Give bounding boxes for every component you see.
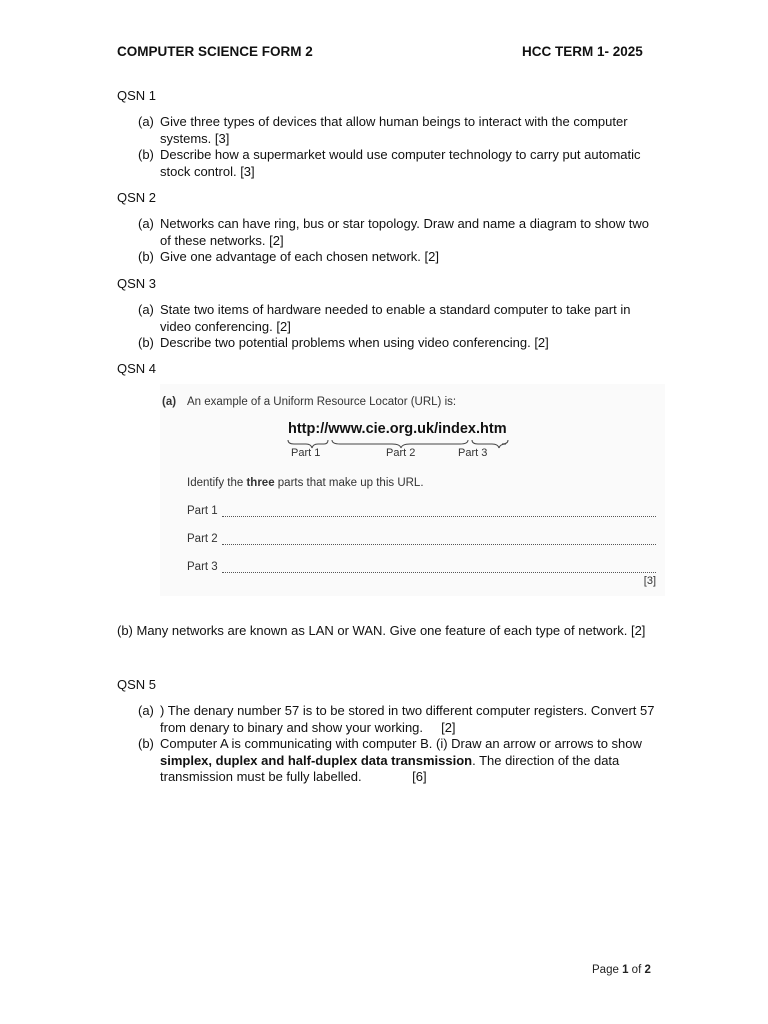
- figure-item-label: (a): [162, 396, 177, 408]
- item-label: (b): [138, 335, 154, 350]
- item-text: Describe how a supermarket would use computer technology to carry put automatic stock control. [3]: [160, 147, 641, 179]
- figure-intro: An example of a Uniform Resource Locator (URL) is:: [187, 396, 457, 408]
- figure-marks: [3]: [643, 575, 656, 587]
- question-3b: [138, 335, 658, 352]
- question-5a: [138, 703, 658, 736]
- question-4-title: QSN 4: [117, 361, 157, 376]
- item-text: Give one advantage of each chosen network. [2]: [160, 249, 439, 264]
- question-5-title: QSN 5: [117, 677, 157, 692]
- answer-line-3: [222, 572, 656, 573]
- item-label: (a): [138, 703, 154, 718]
- item-text: Computer A is communicating with computer B. (i) Draw an arrow or arrows to show simplex, duplex and half-duplex data transmission. The direction of the data transmission must be fully labelled. [6]: [160, 736, 642, 784]
- answer-line-2: [222, 544, 656, 545]
- question-3-title: QSN 3: [117, 276, 157, 291]
- identify-instruction: Identify the three parts that make up this URL.: [187, 477, 424, 489]
- item-label: (a): [138, 216, 154, 231]
- url-part-1-caption: Part 1: [291, 447, 321, 459]
- answer-line-1: [222, 516, 656, 517]
- item-label: (a): [138, 302, 154, 317]
- item-text: Describe two potential problems when using video conferencing. [2]: [160, 335, 549, 350]
- page-number: Page 1 of 2: [592, 964, 651, 976]
- question-4b: (b) Many networks are known as LAN or WAN. Give one feature of each type of network. [2]: [117, 623, 646, 638]
- item-text: ) The denary number 57 is to be stored in two different computer registers. Convert 57 from denary to binary and show your working. [2]: [160, 703, 655, 735]
- answer-row-3-label: Part 3: [187, 561, 218, 573]
- item-text: Give three types of devices that allow human beings to interact with the computer systems. [3]: [160, 114, 628, 146]
- question-2-title: QSN 2: [117, 190, 157, 205]
- item-label: (a): [138, 114, 154, 129]
- url-part-3-caption: Part 3: [458, 447, 488, 459]
- term-title: HCC TERM 1- 2025: [522, 44, 643, 59]
- question-2b: [138, 249, 658, 266]
- item-label: (b): [138, 147, 154, 162]
- question-1a: [138, 114, 658, 147]
- question-1-title: QSN 1: [117, 88, 157, 103]
- url-figure: [160, 384, 665, 596]
- item-text: State two items of hardware needed to enable a standard computer to take part in video conferencing. [2]: [160, 302, 631, 334]
- item-label: (b): [138, 249, 154, 264]
- example-url: http://www.cie.org.uk/index.htm: [288, 421, 507, 437]
- question-5b: [138, 736, 658, 786]
- answer-row-1-label: Part 1: [187, 505, 218, 517]
- item-text: Networks can have ring, bus or star topology. Draw and name a diagram to show two of these networks. [2]: [160, 216, 649, 248]
- question-3a: [138, 302, 658, 335]
- question-2a: [138, 216, 658, 249]
- subject-title: COMPUTER SCIENCE FORM 2: [117, 44, 313, 59]
- question-1b: [138, 147, 658, 180]
- url-part-2-caption: Part 2: [386, 447, 416, 459]
- item-label: (b): [138, 736, 154, 751]
- answer-row-2-label: Part 2: [187, 533, 218, 545]
